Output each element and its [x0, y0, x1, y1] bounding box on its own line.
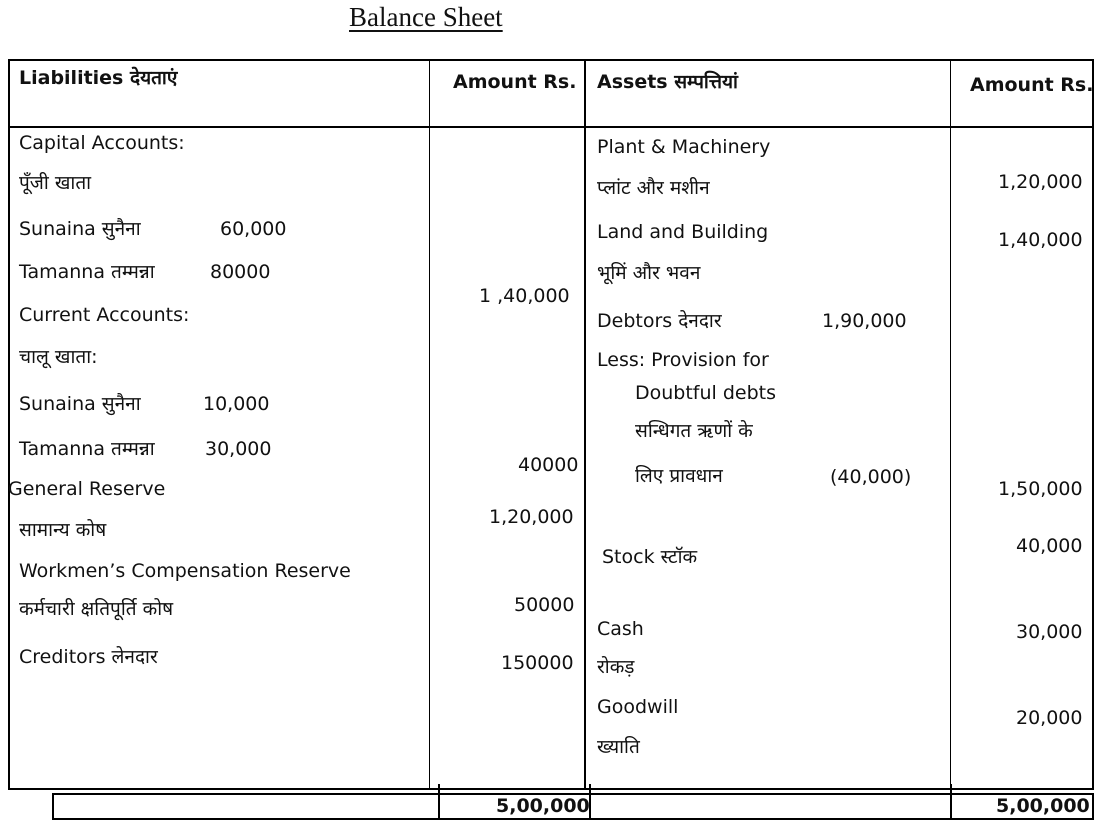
capital-tamanna-label: Tamanna तम्मन्ना — [19, 261, 155, 283]
current-sunaina-label: Sunaina सुनैना — [19, 393, 141, 415]
page-title: Balance Sheet — [349, 2, 503, 32]
table-left-border — [8, 59, 10, 790]
totals-row-left — [52, 793, 54, 820]
general-reserve-amount: 1,20,000 — [489, 506, 574, 528]
current-accounts-hindi: चालू खाता: — [19, 346, 98, 368]
header-liabilities: Liabilities देयताएं — [19, 67, 178, 89]
general-reserve-label: General Reserve — [8, 478, 166, 500]
totals-row-bottom — [52, 818, 1094, 820]
totals-col-1 — [438, 784, 440, 820]
creditors-amount: 150000 — [501, 652, 574, 674]
totals-row-right — [1092, 793, 1094, 820]
workmen-compensation-hindi: कर्मचारी क्षतिपूर्ति कोष — [19, 598, 174, 620]
capital-total-amount: 1 ,40,000 — [479, 285, 570, 307]
land-building-label: Land and Building — [597, 221, 769, 243]
table-right-border — [1092, 59, 1094, 790]
col-divider-1 — [429, 59, 430, 790]
workmen-compensation-label: Workmen’s Compensation Reserve — [19, 560, 351, 582]
debtors-label: Debtors देनदार — [597, 310, 722, 332]
goodwill-label: Goodwill — [597, 696, 679, 718]
provision-hindi-line1: सन्धिगत ऋणों के — [635, 420, 753, 442]
plant-machinery-hindi: प्लांट और मशीन — [597, 177, 710, 199]
cash-amount: 30,000 — [1016, 621, 1083, 643]
current-tamanna-value: 30,000 — [205, 438, 272, 460]
current-total-amount: 40000 — [518, 454, 579, 476]
assets-total: 5,00,000 — [996, 795, 1090, 817]
provision-hindi-line2: लिए प्रावधान — [635, 465, 723, 487]
cash-hindi: रोकड़ — [597, 656, 635, 678]
plant-machinery-label: Plant & Machinery — [597, 136, 771, 158]
plant-machinery-amount: 1,20,000 — [998, 171, 1083, 193]
cash-label: Cash — [597, 618, 644, 640]
liabilities-total: 5,00,000 — [496, 795, 590, 817]
current-sunaina-value: 10,000 — [203, 393, 270, 415]
capital-accounts-hindi: पूँजी खाता — [19, 172, 92, 194]
land-building-hindi: भूमिं और भवन — [597, 262, 701, 284]
provision-value: (40,000) — [830, 466, 912, 488]
table-top-border — [8, 59, 1094, 61]
stock-label: Stock स्टॉक — [602, 546, 698, 568]
debtors-net-amount: 1,50,000 — [998, 478, 1083, 500]
capital-accounts-label: Capital Accounts: — [19, 132, 185, 154]
goodwill-hindi: ख्याति — [597, 736, 640, 758]
capital-sunaina-value: 60,000 — [220, 218, 287, 240]
col-divider-3 — [950, 59, 951, 790]
creditors-label: Creditors लेनदार — [19, 646, 158, 668]
capital-tamanna-value: 80000 — [210, 261, 271, 283]
totals-col-3 — [950, 784, 952, 820]
debtors-value: 1,90,000 — [822, 310, 907, 332]
land-building-amount: 1,40,000 — [998, 229, 1083, 251]
header-amount-left: Amount Rs. — [453, 71, 577, 93]
header-assets: Assets सम्पत्तियां — [597, 71, 738, 93]
general-reserve-hindi: सामान्य कोष — [19, 519, 107, 541]
current-tamanna-label: Tamanna तम्मन्ना — [19, 438, 155, 460]
capital-sunaina-label: Sunaina सुनैना — [19, 218, 141, 240]
table-bottom-border — [8, 788, 1094, 790]
header-amount-right: Amount Rs. — [970, 74, 1094, 96]
workmen-compensation-amount: 50000 — [514, 594, 575, 616]
stock-amount: 40,000 — [1016, 535, 1083, 557]
doubtful-debts-label: Doubtful debts — [635, 382, 777, 404]
current-accounts-label: Current Accounts: — [19, 304, 190, 326]
less-provision-label: Less: Provision for — [597, 349, 769, 371]
header-divider — [8, 126, 1094, 128]
goodwill-amount: 20,000 — [1016, 707, 1083, 729]
col-divider-2 — [584, 59, 586, 790]
